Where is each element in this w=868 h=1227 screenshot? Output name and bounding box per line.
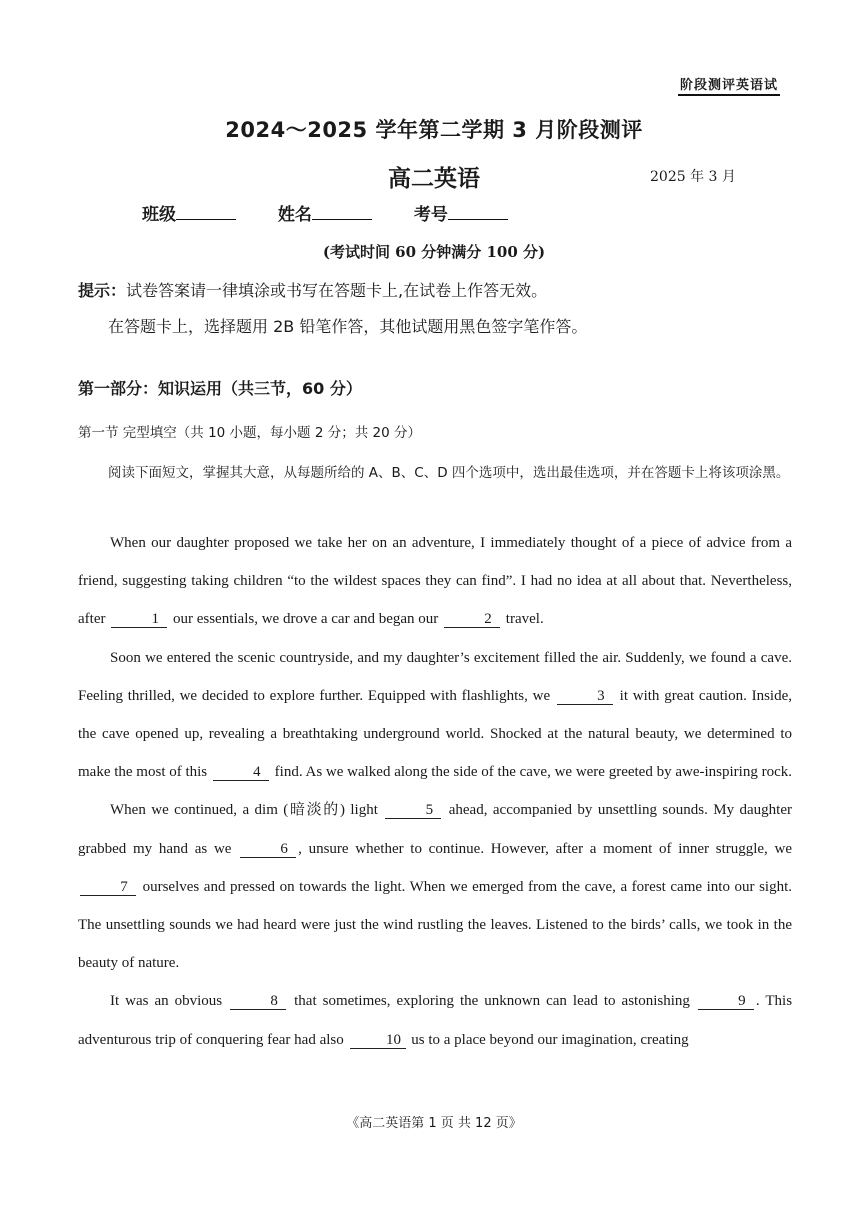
subject-title: 高二英语 [388,166,480,192]
blank-7: 7 [80,879,136,896]
part-1-heading: 第一部分：知识运用（共三节，60 分） [78,379,362,398]
p4-text-2: that sometimes, exploring the unknown can lead to astonishing [294,993,690,1010]
id-label: 考号 [413,205,448,225]
p2-text-2: it with great caution. Inside, the cave opened up, revealing a breathtaking underground world. Shocked at the natural beauty, we determined to make the most of this [78,687,793,781]
blank-9: 9 [698,993,754,1010]
p4-text-3: . This adventurous trip of conquering fear had also [78,993,793,1048]
p3-text-2: ahead, accompanied by unsettling sounds. My daughter grabbed my hand as we [78,802,792,857]
blank-8: 8 [230,993,286,1010]
name-label: 姓名 [277,205,312,225]
blank-6: 6 [240,841,296,858]
class-blank [176,205,236,220]
class-field [142,200,236,225]
p3-text-3: , unsure whether to continue. However, after a moment of inner struggle, we [298,840,792,857]
name-blank [312,205,372,220]
tip-label: 提示： [78,281,127,300]
exam-duration: (考试时间 60 分钟满分 100 分) [322,243,546,261]
section-instruction: 阅读下面短文，掌握其大意，从每题所给的 A、B、C、D 四个选项中，选出最佳选项，并在答题卡上将该项涂黑。 [108,465,790,481]
p1-text-1: When our daughter proposed we take her on an adventure, I immediately thought of a piece of advice from a friend, suggesting taking children “to the wildest spaces they can find”. I had no idea at all about that. Nevertheless, after [78,535,792,628]
p2-text-1: Soon we entered the scenic countryside, and my daughter’s excitement filled the air. Suddenly, we found a cave. Feeling thrilled, we decided to explore further. Equipped with flashlights, we [78,649,792,704]
blank-10: 10 [350,1032,406,1049]
class-label: 班级 [142,205,176,225]
paragraph-2 [78,639,792,792]
blank-5: 5 [385,802,441,819]
p1-text-2: our essentials, we drove a car and began our [172,611,439,628]
tip-line-2: 在答题卡上，选择题用 2B 铅笔作答，其他试题用黑色签字笔作答。 [108,317,588,336]
exam-date: 2025 年 3 月 [650,169,736,185]
exam-stamp: 阶段测评英语试 [678,74,780,96]
blank-3: 3 [557,688,613,705]
page-footer: 《高二英语第 1 页 共 12 页》 [346,1116,522,1131]
student-info-line [142,200,544,225]
p3-text-4: ourselves and pressed on towards the light. When we emerged from the cave, a forest came into our sight. The unsettling sounds we had heard were just the wind rustling the leaves. Listened to the birds’ calls, we took in the beauty of nature. [78,878,792,972]
id-field [414,200,508,225]
id-blank [448,205,508,220]
name-field [278,200,372,225]
p4-text-4: us to a place beyond our imagination, creating [411,1031,689,1048]
blank-2: 2 [444,611,500,628]
p3-text-1: When we continued, a dim (暗淡的) light [110,802,378,819]
p2-text-3: find. As we walked along the side of the cave, we were greeted by awe-inspiring rock. [274,764,792,781]
blank-1: 1 [111,611,167,628]
tip-line-1 [78,278,547,301]
blank-4: 4 [213,764,269,781]
exam-title: 2024～2025 学年第二学期 3 月阶段测评 [225,118,643,142]
paragraph-1 [78,524,792,639]
p1-text-3: travel. [505,611,544,628]
p4-text-1: It was an obvious [110,993,223,1010]
tip-text-1: 试卷答案请一律填涂或书写在答题卡上,在试卷上作答无效。 [126,281,548,300]
paragraph-4 [78,982,792,1058]
cloze-passage [78,524,792,1059]
paragraph-3 [78,791,792,982]
section-1-heading: 第一节 完型填空（共 10 小题，每小题 2 分；共 20 分） [78,425,421,441]
